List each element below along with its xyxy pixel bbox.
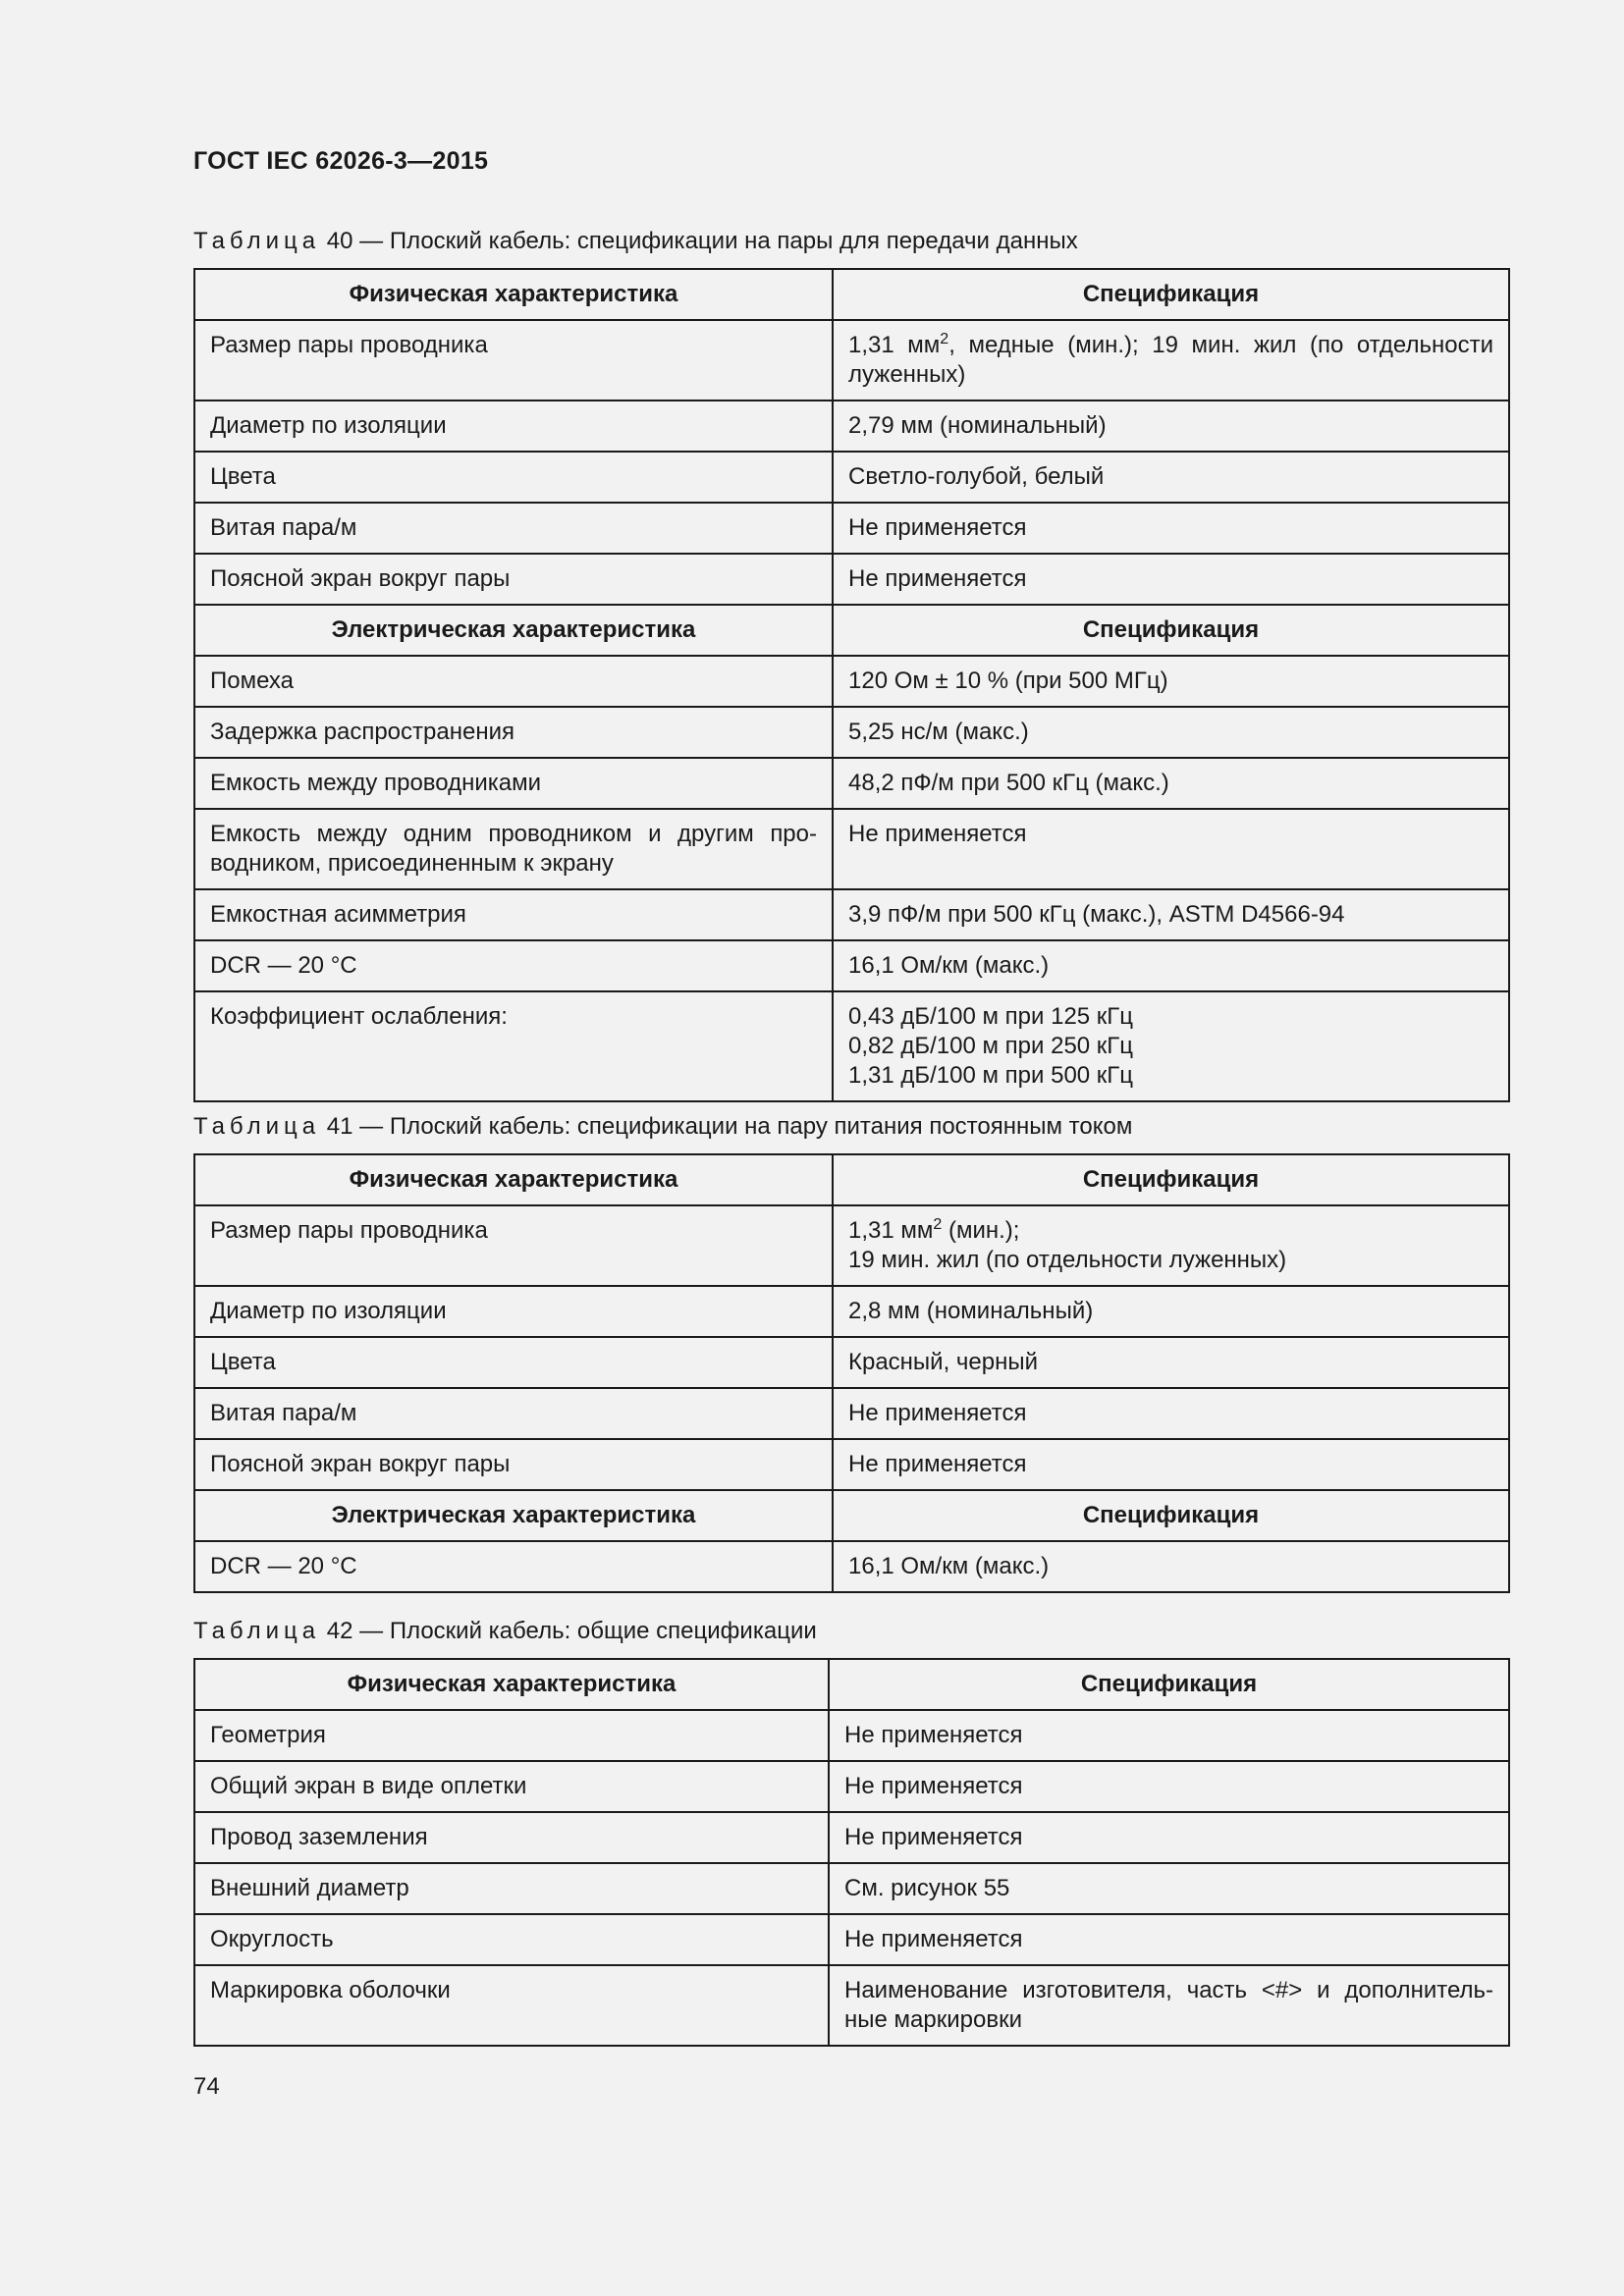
superscript: 2 bbox=[940, 331, 949, 347]
table-cell: Диаметр по изоляции bbox=[194, 1286, 833, 1337]
document-header: ГОСТ IEC 62026-3—2015 bbox=[193, 147, 489, 175]
column-header: Спецификация bbox=[829, 1659, 1509, 1710]
table-40 bbox=[193, 268, 1510, 1102]
table-cell: Цвета bbox=[194, 452, 833, 503]
table-cell bbox=[833, 320, 1509, 400]
table-cell: Цвета bbox=[194, 1337, 833, 1388]
table-cell: Емкостная асимметрия bbox=[194, 889, 833, 940]
table-cell: Геометрия bbox=[194, 1710, 829, 1761]
cell-line: 1,31 дБ/100 м при 500 кГц bbox=[848, 1062, 1134, 1089]
table-cell: Не применяется bbox=[829, 1761, 1509, 1812]
table-cell: Светло-голубой, белый bbox=[833, 452, 1509, 503]
table-row bbox=[194, 1286, 1509, 1337]
table-row bbox=[194, 1388, 1509, 1439]
table-cell: Витая пара/м bbox=[194, 1388, 833, 1439]
table-cell: Не применяется bbox=[833, 503, 1509, 554]
table-42-caption bbox=[193, 1618, 817, 1645]
table-cell: 3,9 пФ/м при 500 кГц (макс.), ASTM D4566-94 bbox=[833, 889, 1509, 940]
table-cell: Размер пары проводника bbox=[194, 320, 833, 400]
table-cell: 2,8 мм (номинальный) bbox=[833, 1286, 1509, 1337]
table-row bbox=[194, 1205, 1509, 1286]
table-row bbox=[194, 503, 1509, 554]
table-cell: Не применяется bbox=[829, 1710, 1509, 1761]
table-42 bbox=[193, 1658, 1510, 2047]
table-row bbox=[194, 1761, 1509, 1812]
table-row bbox=[194, 1965, 1509, 2046]
table-cell bbox=[833, 1205, 1509, 1286]
table-cell: 48,2 пФ/м при 500 кГц (макс.) bbox=[833, 758, 1509, 809]
column-header: Физическая характеристика bbox=[194, 269, 833, 320]
table-row bbox=[194, 1541, 1509, 1592]
table-cell: 2,79 мм (номинальный) bbox=[833, 400, 1509, 452]
column-header: Спецификация bbox=[833, 1154, 1509, 1205]
table-cell: Внешний диаметр bbox=[194, 1863, 829, 1914]
caption-text: 40 — Плоский кабель: спецификации на пары для передачи данных bbox=[326, 228, 1078, 254]
superscript: 2 bbox=[933, 1216, 943, 1233]
caption-prefix: Таблица bbox=[193, 1618, 321, 1644]
table-row bbox=[194, 554, 1509, 605]
table-cell: Диаметр по изоляции bbox=[194, 400, 833, 452]
table-cell: Помеха bbox=[194, 656, 833, 707]
page-number: 74 bbox=[193, 2073, 220, 2100]
cell-text: 19 мин. жил (по отдельности луженных) bbox=[848, 1247, 1287, 1273]
table-cell: Не применяется bbox=[833, 809, 1509, 889]
table-subheader-row bbox=[194, 1490, 1509, 1541]
column-header: Физическая характеристика bbox=[194, 1154, 833, 1205]
table-cell: Коэффициент ослабления: bbox=[194, 991, 833, 1101]
table-cell: Поясной экран вокруг пары bbox=[194, 554, 833, 605]
table-cell: Общий экран в виде оплетки bbox=[194, 1761, 829, 1812]
table-row bbox=[194, 1439, 1509, 1490]
table-subheader-row bbox=[194, 605, 1509, 656]
cell-text: (мин.); bbox=[942, 1217, 1020, 1244]
table-row bbox=[194, 1863, 1509, 1914]
column-header: Спецификация bbox=[833, 269, 1509, 320]
table-row bbox=[194, 656, 1509, 707]
column-header: Физическая характеристика bbox=[194, 1659, 829, 1710]
table-cell: DCR — 20 °C bbox=[194, 940, 833, 991]
table-cell: Поясной экран вокруг пары bbox=[194, 1439, 833, 1490]
table-cell: См. рисунок 55 bbox=[829, 1863, 1509, 1914]
table-header-row bbox=[194, 1154, 1509, 1205]
table-cell: Не применяется bbox=[833, 1388, 1509, 1439]
column-header: Электрическая характеристика bbox=[194, 605, 833, 656]
table-row bbox=[194, 707, 1509, 758]
table-cell: Размер пары проводника bbox=[194, 1205, 833, 1286]
cell-text: , медные (мин.); 19 мин. жил (по отдельности луженных) bbox=[848, 332, 1493, 388]
table-row bbox=[194, 809, 1509, 889]
table-row bbox=[194, 1812, 1509, 1863]
table-row bbox=[194, 940, 1509, 991]
cell-text: 1,31 мм bbox=[848, 1217, 934, 1244]
table-row bbox=[194, 889, 1509, 940]
table-cell: Задержка распространения bbox=[194, 707, 833, 758]
table-cell: Не применяется bbox=[833, 554, 1509, 605]
table-row bbox=[194, 1337, 1509, 1388]
cell-line: 0,82 дБ/100 м при 250 кГц bbox=[848, 1033, 1134, 1059]
table-cell: Не применяется bbox=[829, 1812, 1509, 1863]
table-cell: DCR — 20 °C bbox=[194, 1541, 833, 1592]
table-41-caption bbox=[193, 1113, 1132, 1141]
table-row bbox=[194, 758, 1509, 809]
column-header: Спецификация bbox=[833, 1490, 1509, 1541]
column-header: Спецификация bbox=[833, 605, 1509, 656]
table-cell: Провод заземления bbox=[194, 1812, 829, 1863]
table-row bbox=[194, 991, 1509, 1101]
caption-prefix: Таблица bbox=[193, 228, 321, 254]
table-cell: Не применяется bbox=[833, 1439, 1509, 1490]
table-header-row bbox=[194, 269, 1509, 320]
table-cell: 120 Ом ± 10 % (при 500 МГц) bbox=[833, 656, 1509, 707]
table-row bbox=[194, 320, 1509, 400]
table-cell: 16,1 Ом/км (макс.) bbox=[833, 1541, 1509, 1592]
table-cell: Не применяется bbox=[829, 1914, 1509, 1965]
table-cell: Округлость bbox=[194, 1914, 829, 1965]
table-cell: 5,25 нс/м (макс.) bbox=[833, 707, 1509, 758]
table-cell: Красный, черный bbox=[833, 1337, 1509, 1388]
cell-text: 1,31 мм bbox=[848, 332, 941, 358]
table-header-row bbox=[194, 1659, 1509, 1710]
table-41 bbox=[193, 1153, 1510, 1593]
table-row bbox=[194, 452, 1509, 503]
column-header: Электрическая характеристика bbox=[194, 1490, 833, 1541]
table-cell: 16,1 Ом/км (макс.) bbox=[833, 940, 1509, 991]
table-row bbox=[194, 1710, 1509, 1761]
caption-prefix: Таблица bbox=[193, 1113, 321, 1140]
table-cell bbox=[833, 991, 1509, 1101]
table-40-caption bbox=[193, 228, 1078, 255]
table-row bbox=[194, 1914, 1509, 1965]
table-cell: Емкость между одним проводником и другим про-водником, присоединенным к экрану bbox=[194, 809, 833, 889]
caption-text: 41 — Плоский кабель: спецификации на пару питания постоянным током bbox=[326, 1113, 1133, 1140]
table-cell: Емкость между проводниками bbox=[194, 758, 833, 809]
table-cell: Маркировка оболочки bbox=[194, 1965, 829, 2046]
caption-text: 42 — Плоский кабель: общие спецификации bbox=[326, 1618, 817, 1644]
cell-line: 0,43 дБ/100 м при 125 кГц bbox=[848, 1003, 1134, 1030]
table-row bbox=[194, 400, 1509, 452]
table-cell: Витая пара/м bbox=[194, 503, 833, 554]
table-cell: Наименование изготовителя, часть <#> и дополнитель-ные маркировки bbox=[829, 1965, 1509, 2046]
